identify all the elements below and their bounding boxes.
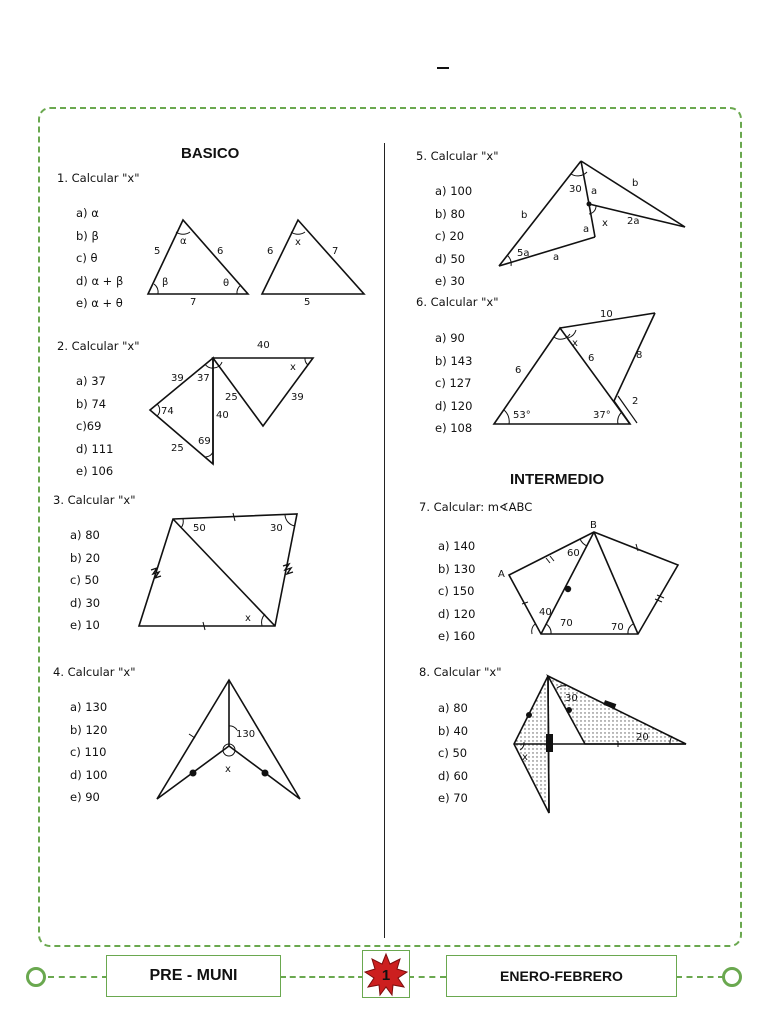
f6-x: x: [572, 338, 578, 349]
f4-x: x: [225, 764, 231, 775]
f1-theta: θ: [223, 278, 230, 289]
f1b-x: x: [295, 237, 301, 248]
f5-a-lower: a: [583, 224, 590, 235]
f6-6-left: 6: [515, 365, 522, 376]
option[interactable]: a) α: [76, 206, 99, 220]
option[interactable]: d) 60: [438, 768, 469, 783]
problem-8-options: [438, 697, 468, 810]
f7-70-left: 70: [560, 618, 573, 629]
option[interactable]: c)69: [76, 419, 102, 433]
f2-top-40: 40: [257, 340, 270, 351]
f4-130: 130: [236, 729, 256, 740]
f1-side-6: 6: [217, 246, 224, 257]
option[interactable]: e) 30: [435, 274, 465, 288]
f2-39: 39: [171, 373, 184, 384]
f2-37: 37: [197, 373, 210, 384]
section-title-basic: BASICO: [181, 145, 240, 162]
option[interactable]: d) 120: [435, 398, 473, 413]
footer-period-label: ENERO-FEBRERO: [446, 955, 677, 997]
problem-2-prompt: 2. Calcular "x": [57, 339, 140, 353]
f5-30: 30: [569, 184, 582, 195]
figure-4: [152, 676, 307, 806]
option[interactable]: e) 108: [435, 421, 473, 435]
figure-3: [135, 508, 305, 633]
problem-6-prompt: 6. Calcular "x": [416, 295, 499, 309]
page-number-badge: [362, 950, 410, 998]
section-title-intermediate: INTERMEDIO: [510, 471, 605, 488]
f2-25a: 25: [225, 392, 238, 403]
problem-3-options: [70, 524, 100, 637]
f7-70-right: 70: [611, 622, 624, 633]
option[interactable]: d) α + β: [76, 273, 124, 288]
option[interactable]: d) 50: [435, 251, 466, 266]
f2-25b: 25: [171, 443, 184, 454]
option[interactable]: b) 40: [438, 723, 469, 738]
figure-7: [495, 518, 685, 638]
problem-3-prompt: 3. Calcular "x": [53, 493, 136, 507]
option[interactable]: e) 106: [76, 464, 114, 478]
option[interactable]: b) 20: [70, 550, 101, 565]
starburst-icon: [363, 951, 409, 997]
footer-dash-right: [676, 976, 724, 978]
problem-4-options: [70, 696, 107, 809]
f6-8: 8: [636, 350, 643, 361]
option[interactable]: e) α + θ: [76, 296, 123, 310]
f7-B: B: [590, 520, 597, 531]
f1-side-5: 5: [154, 246, 161, 257]
option[interactable]: e) 70: [438, 791, 468, 805]
option[interactable]: c) 150: [438, 584, 475, 598]
option[interactable]: d) 100: [70, 767, 108, 782]
figure-8: [508, 672, 693, 817]
problem-8-prompt: 8. Calcular "x": [419, 665, 502, 679]
problem-7-options: [438, 535, 475, 648]
option[interactable]: a) 140: [438, 539, 476, 553]
f1-alpha: α: [180, 236, 187, 247]
option[interactable]: c) 127: [435, 376, 472, 390]
option[interactable]: d) 111: [76, 441, 114, 456]
option[interactable]: c) θ: [76, 251, 98, 265]
f8-30: 30: [565, 693, 578, 704]
option[interactable]: b) 74: [76, 396, 107, 411]
option[interactable]: e) 10: [70, 618, 100, 632]
footer-dash-left: [48, 976, 108, 978]
f5-5a: 5a: [517, 248, 530, 259]
f3-x: x: [245, 613, 251, 624]
option[interactable]: a) 80: [70, 528, 100, 542]
option[interactable]: a) 90: [435, 331, 465, 345]
figure-6: [490, 306, 650, 431]
f8-20: 20: [636, 732, 649, 743]
f1b-side-7: 7: [332, 246, 339, 257]
f1-beta: β: [162, 277, 169, 288]
footer-dash-mid-right: [408, 976, 446, 978]
f5-a: a: [591, 186, 598, 197]
option[interactable]: e) 90: [70, 790, 100, 804]
f1b-side-6: 6: [267, 246, 274, 257]
option[interactable]: d) 30: [70, 595, 101, 610]
f8-x: x: [522, 752, 528, 763]
problem-4-prompt: 4. Calcular "x": [53, 665, 136, 679]
figure-5: [495, 156, 690, 271]
f1-side-7: 7: [190, 297, 197, 308]
f5-b-top: b: [632, 178, 639, 189]
option[interactable]: e) 160: [438, 629, 476, 643]
footer-circle-left: [26, 967, 46, 987]
f2-x: x: [290, 362, 296, 373]
option[interactable]: c) 110: [70, 745, 107, 759]
footer-course-label: PRE - MUNI: [106, 955, 281, 997]
header-dash: [437, 67, 449, 69]
f7-A: A: [498, 569, 505, 580]
f6-6-mid: 6: [588, 353, 595, 364]
f6-2: 2: [632, 396, 639, 407]
option[interactable]: a) 80: [438, 701, 468, 715]
f6-10: 10: [600, 309, 613, 320]
f1b-side-5: 5: [304, 297, 311, 308]
f5-a-base: a: [553, 252, 560, 263]
option[interactable]: b) 130: [438, 561, 476, 576]
f2-74: 74: [161, 406, 174, 417]
footer-dash-mid-left: [280, 976, 364, 978]
f2-69: 69: [198, 436, 211, 447]
figure-2: [145, 336, 320, 471]
option[interactable]: b) 143: [435, 353, 473, 368]
f2-39b: 39: [291, 392, 304, 403]
problem-5-options: [435, 180, 472, 293]
option[interactable]: b) β: [76, 228, 99, 243]
option[interactable]: c) 20: [435, 229, 465, 243]
f7-40: 40: [539, 607, 552, 618]
problem-6-options: [435, 327, 472, 440]
option[interactable]: a) 37: [76, 374, 106, 388]
page-number: 1: [381, 967, 391, 984]
option[interactable]: a) 130: [70, 700, 108, 714]
f3-50: 50: [193, 523, 206, 534]
option[interactable]: b) 120: [70, 722, 108, 737]
figure-1: [140, 212, 370, 312]
problem-1-options: [76, 202, 123, 315]
f6-37: 37°: [593, 410, 611, 421]
f5-2a: 2a: [627, 216, 640, 227]
option[interactable]: c) 50: [70, 573, 100, 587]
f6-53: 53°: [513, 410, 531, 421]
f3-30: 30: [270, 523, 283, 534]
f5-b-left: b: [521, 210, 528, 221]
option[interactable]: d) 120: [438, 606, 476, 621]
problem-2-options: [76, 370, 113, 483]
f5-x: x: [602, 218, 608, 229]
problem-5-prompt: 5. Calcular "x": [416, 149, 499, 163]
f2-40: 40: [216, 410, 229, 421]
option[interactable]: b) 80: [435, 206, 466, 221]
option[interactable]: c) 50: [438, 746, 468, 760]
problem-7-prompt: 7. Calcular: m∢ABC: [419, 500, 533, 514]
column-divider: [384, 143, 385, 938]
f7-60: 60: [567, 548, 580, 559]
option[interactable]: a) 100: [435, 184, 473, 198]
footer-circle-right: [722, 967, 742, 987]
problem-1-prompt: 1. Calcular "x": [57, 171, 140, 185]
